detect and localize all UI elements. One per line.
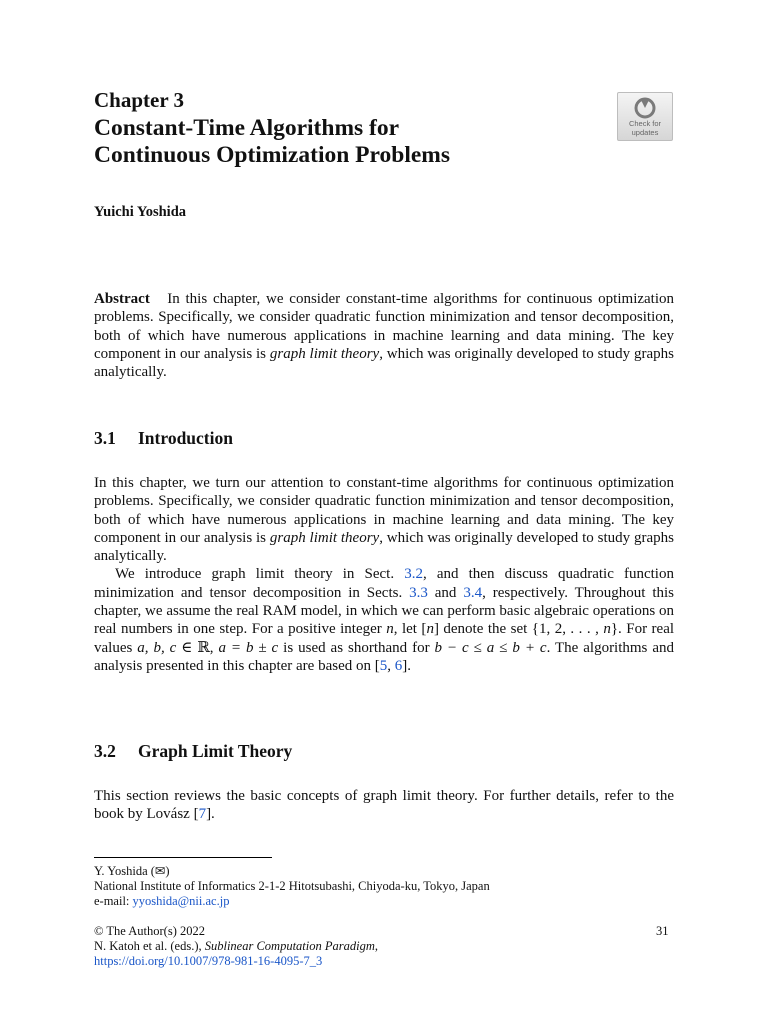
- footnote-author: Y. Yoshida (✉): [94, 864, 170, 878]
- intro-paragraph-2: We introduce graph limit theory in Sect. 3.2, and then discuss quadratic function minimization and tensor decomposition in Sects. 3.3 and 3.4, respectively. Throughout this chapter, we assume the real RAM model, in which we can perform basic algebraic operations on real numbers in one step. For a positive integer n, let [n] denote the set {1, 2, . . . , n}. For real values a, b, c ∈ ℝ, a = b ± c is used as shorthand for b − c ≤ a ≤ b + c. The algorithms and analysis presented in this chapter are based on [5, 6].: [94, 566, 675, 674]
- ref-sect-3-3[interactable]: 3.3: [409, 584, 428, 601]
- chapter-title-line1: Constant-Time Algorithms for: [94, 115, 400, 141]
- book-citation: N. Katoh et al. (eds.), Sublinear Computation Paradigm,: [94, 939, 379, 953]
- section-title: Introduction: [138, 428, 233, 448]
- ref-sect-3-2[interactable]: 3.2: [404, 566, 423, 583]
- section-number: 3.1: [94, 428, 116, 448]
- citation-5[interactable]: 5: [379, 657, 388, 674]
- chapter-number: Chapter 3: [94, 88, 185, 112]
- section-title: Graph Limit Theory: [138, 741, 293, 761]
- abstract-text-end: , which was originally developed to study graphs analytically.: [94, 345, 674, 381]
- ref-sect-3-4[interactable]: 3.4: [463, 584, 483, 601]
- abstract-text: In this chapter, we consider constant-time algorithms for continuous optimization problems. Specifically, we consider quadratic function minimization and tensor decomposition, both of which have numerous applications in machine learning and data mining. The key component in our analysis is: [94, 291, 675, 362]
- abstract-label: Abstract: [94, 291, 150, 307]
- footnote-affiliation: National Institute of Informatics 2-1-2 Hitotsubashi, Chiyoda-ku, Tokyo, Japan: [94, 879, 490, 893]
- citation-7[interactable]: 7: [198, 806, 207, 823]
- email-link[interactable]: yyoshida@nii.ac.jp: [132, 894, 230, 908]
- citation-6[interactable]: 6: [394, 657, 403, 674]
- check-updates-icon: [632, 97, 658, 119]
- copyright-block: [94, 924, 634, 969]
- footnote-email-line: e-mail: yyoshida@nii.ac.jp: [94, 894, 230, 908]
- intro-paragraph-1: In this chapter, we turn our attention to constant-time algorithms for continuous optimization problems. Specifically, we consider quadratic function minimization and tensor decomposition, both of which have numerous applications in machine learning and data mining. The key component in our analysis is graph limit theory, which was originally developed to study graphs analytically.: [94, 475, 674, 565]
- badge-label-line2: updates: [631, 128, 659, 137]
- chapter-title-line2: Continuous Optimization Problems: [94, 142, 451, 168]
- footnote-divider: [94, 857, 272, 858]
- author-footnote: [94, 864, 674, 909]
- copyright-line: © The Author(s) 2022: [94, 924, 205, 938]
- abstract-emphasis: graph limit theory: [269, 345, 380, 362]
- chapter-title: [94, 115, 554, 169]
- section-number: 3.2: [94, 741, 116, 761]
- abstract: [94, 290, 674, 381]
- doi-link[interactable]: https://doi.org/10.1007/978-981-16-4095-7_3: [94, 954, 323, 968]
- intro-body: [94, 474, 674, 675]
- badge-label-line1: Check for: [628, 119, 662, 128]
- page-number: 31: [656, 924, 669, 938]
- check-for-updates-badge[interactable]: [617, 92, 673, 141]
- graph-limit-paragraph: This section reviews the basic concepts of graph limit theory. For further details, refer to the book by Lovász [7].: [94, 788, 674, 823]
- author: Yuichi Yoshida: [94, 204, 187, 220]
- section-heading-graph-limit: [94, 741, 292, 762]
- section-heading-intro: [94, 428, 233, 449]
